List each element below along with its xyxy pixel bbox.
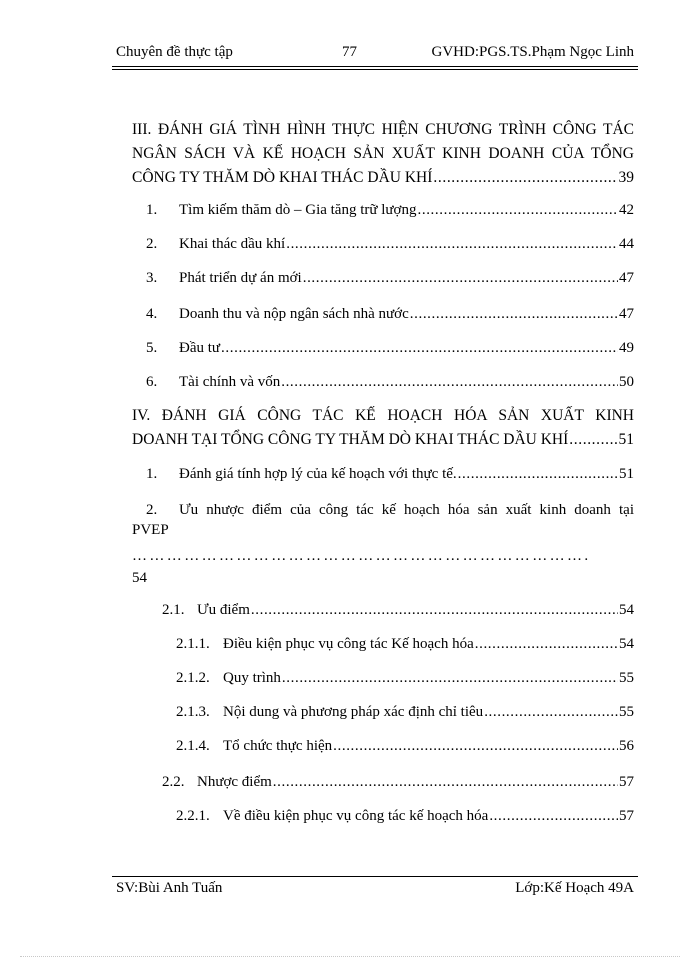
- header-supervisor: GVHD:PGS.TS.Phạm Ngọc Linh: [431, 44, 634, 60]
- toc-item-number: 2.1.: [162, 602, 185, 618]
- toc-item-number: 5.: [146, 340, 158, 356]
- toc-leader-dots: [273, 774, 618, 791]
- toc-item-page: 54: [619, 602, 634, 618]
- toc-item-continuation: PVEP: [132, 522, 169, 538]
- toc-item-page: 57: [619, 808, 634, 824]
- toc-item-page: 51: [619, 466, 634, 482]
- toc-item-text: Ưu nhược điểm của công tác kế hoạch hóa sản xuất kinh doanh tại: [179, 502, 634, 518]
- toc-item-text: Đánh giá tính hợp lý của kế hoạch với thực tế.: [179, 466, 457, 482]
- toc-section-4-page: 51: [618, 431, 634, 448]
- page-header: [116, 44, 636, 66]
- toc-item-text: Điều kiện phục vụ công tác Kế hoạch hóa: [223, 636, 474, 652]
- toc-leader-dots: [418, 202, 619, 219]
- toc-item-number: 4.: [146, 306, 158, 322]
- toc-leader-dots: [489, 808, 618, 825]
- toc-item-page: 55: [619, 704, 634, 720]
- toc-leader-dots: [303, 270, 618, 287]
- toc-item-text: Doanh thu và nộp ngân sách nhà nước: [179, 306, 409, 322]
- toc-subitem: [176, 704, 634, 721]
- toc-leader-dots: [410, 306, 618, 323]
- toc-item-number: 6.: [146, 374, 158, 390]
- toc-section-3-line-3: CÔNG TY THĂM DÒ KHAI THÁC DẦU KHÍ: [132, 169, 433, 186]
- toc-item-text: Tài chính và vốn: [179, 374, 281, 390]
- toc-item-page: 54: [132, 570, 147, 586]
- toc-leader-dots: [282, 670, 618, 687]
- toc-leader-dots: [475, 636, 618, 653]
- toc-item-text: Quy trình: [223, 670, 281, 686]
- toc-item-number: 2.: [146, 502, 158, 518]
- header-rule-thick: [112, 69, 638, 70]
- toc-leader-dots: [286, 236, 618, 253]
- toc-section-4: [132, 404, 634, 452]
- toc-subitem: [176, 670, 634, 687]
- toc-item-number: 2.1.1.: [176, 636, 210, 652]
- toc-item-text: Phát triển dự án mới: [179, 270, 302, 286]
- toc-section-3-page: 39: [618, 169, 634, 186]
- toc-item-page: 42: [619, 202, 634, 218]
- toc-item-text: Đầu tư: [179, 340, 221, 356]
- toc-item-multiline: [146, 498, 634, 522]
- toc-section-3-line-1: III. ĐÁNH GIÁ TÌNH HÌNH THỰC HIỆN CHƯƠNG TRÌNH CÔNG TÁC: [132, 121, 634, 138]
- toc-subitem: [176, 808, 634, 825]
- toc-section-3: [132, 118, 634, 190]
- header-title: Chuyên đề thực tập: [116, 44, 233, 60]
- toc-item: [146, 236, 634, 253]
- toc-item-number: 1.: [146, 466, 158, 482]
- toc-leader-dots: [458, 466, 618, 483]
- toc-item: [146, 270, 634, 287]
- toc-item-text: Ưu điểm: [197, 602, 250, 618]
- toc-item-number: 3.: [146, 270, 158, 286]
- toc-subitem: [176, 738, 634, 755]
- toc-subitem: [176, 636, 634, 653]
- toc-item-number: 2.: [146, 236, 158, 252]
- toc-item-number: 2.2.1.: [176, 808, 210, 824]
- toc-item-page: 44: [619, 236, 634, 252]
- toc-item-text: Tổ chức thực hiện: [223, 738, 333, 754]
- toc-item-text: Tìm kiếm thăm dò – Gia tăng trữ lượng: [179, 202, 417, 218]
- toc-item-page: 47: [619, 270, 634, 286]
- toc-item: [146, 306, 634, 323]
- toc-item: [146, 340, 634, 357]
- toc-leader-dots: [569, 428, 617, 452]
- toc-subitem: [162, 602, 634, 619]
- header-page-number: 77: [342, 44, 357, 60]
- toc-leader-dots: [251, 602, 618, 619]
- toc-section-3-line-2: NGÂN SÁCH VÀ KẾ HOẠCH SẢN XUẤT KINH DOANH CỦA TỔNG: [132, 145, 634, 162]
- toc-item-page: 57: [619, 774, 634, 790]
- footer-student: SV:Bùi Anh Tuấn: [116, 880, 223, 896]
- footer-rule: [112, 876, 638, 877]
- toc-item-text: Nội dung và phương pháp xác định chỉ tiêu: [223, 704, 484, 720]
- toc-leader-dots: [281, 374, 618, 391]
- toc-section-4-line-2: DOANH TẠI TỔNG CÔNG TY THĂM DÒ KHAI THÁC DẦU KHÍ: [132, 431, 569, 448]
- toc-leader-dots: [433, 166, 617, 190]
- header-rule: [112, 66, 638, 67]
- toc-item-number: 1.: [146, 202, 158, 218]
- toc-item-page: 54: [619, 636, 634, 652]
- toc-item-number: 2.2.: [162, 774, 185, 790]
- toc-item-text: Về điều kiện phục vụ công tác kế hoạch hóa: [223, 808, 489, 824]
- page-edge-divider: [20, 956, 680, 957]
- footer-class: Lớp:Kế Hoạch 49A: [515, 880, 634, 896]
- toc-subitem: [162, 774, 634, 791]
- toc-item-page: 56: [619, 738, 634, 754]
- toc-item-text: Nhược điểm: [197, 774, 272, 790]
- toc-item-page: 47: [619, 306, 634, 322]
- toc-leader-dots: [333, 738, 618, 755]
- toc-item-number: 2.1.3.: [176, 704, 210, 720]
- toc-item: [146, 374, 634, 391]
- toc-item: [146, 202, 634, 219]
- toc-item-text: Khai thác dầu khí: [179, 236, 286, 252]
- toc-item-number: 2.1.4.: [176, 738, 210, 754]
- toc-item-page: 55: [619, 670, 634, 686]
- toc-item-page: 50: [619, 374, 634, 390]
- toc-item-page: 49: [619, 340, 634, 356]
- toc-leader-dots-wide: …………………………………………………………………….: [132, 548, 591, 564]
- toc-item: [146, 466, 634, 483]
- toc-item-number: 2.1.2.: [176, 670, 210, 686]
- toc-section-4-line-1: IV. ĐÁNH GIÁ CÔNG TÁC KẾ HOẠCH HÓA SẢN XUẤT KINH: [132, 407, 634, 424]
- toc-leader-dots: [484, 704, 618, 721]
- toc-leader-dots: [221, 340, 618, 357]
